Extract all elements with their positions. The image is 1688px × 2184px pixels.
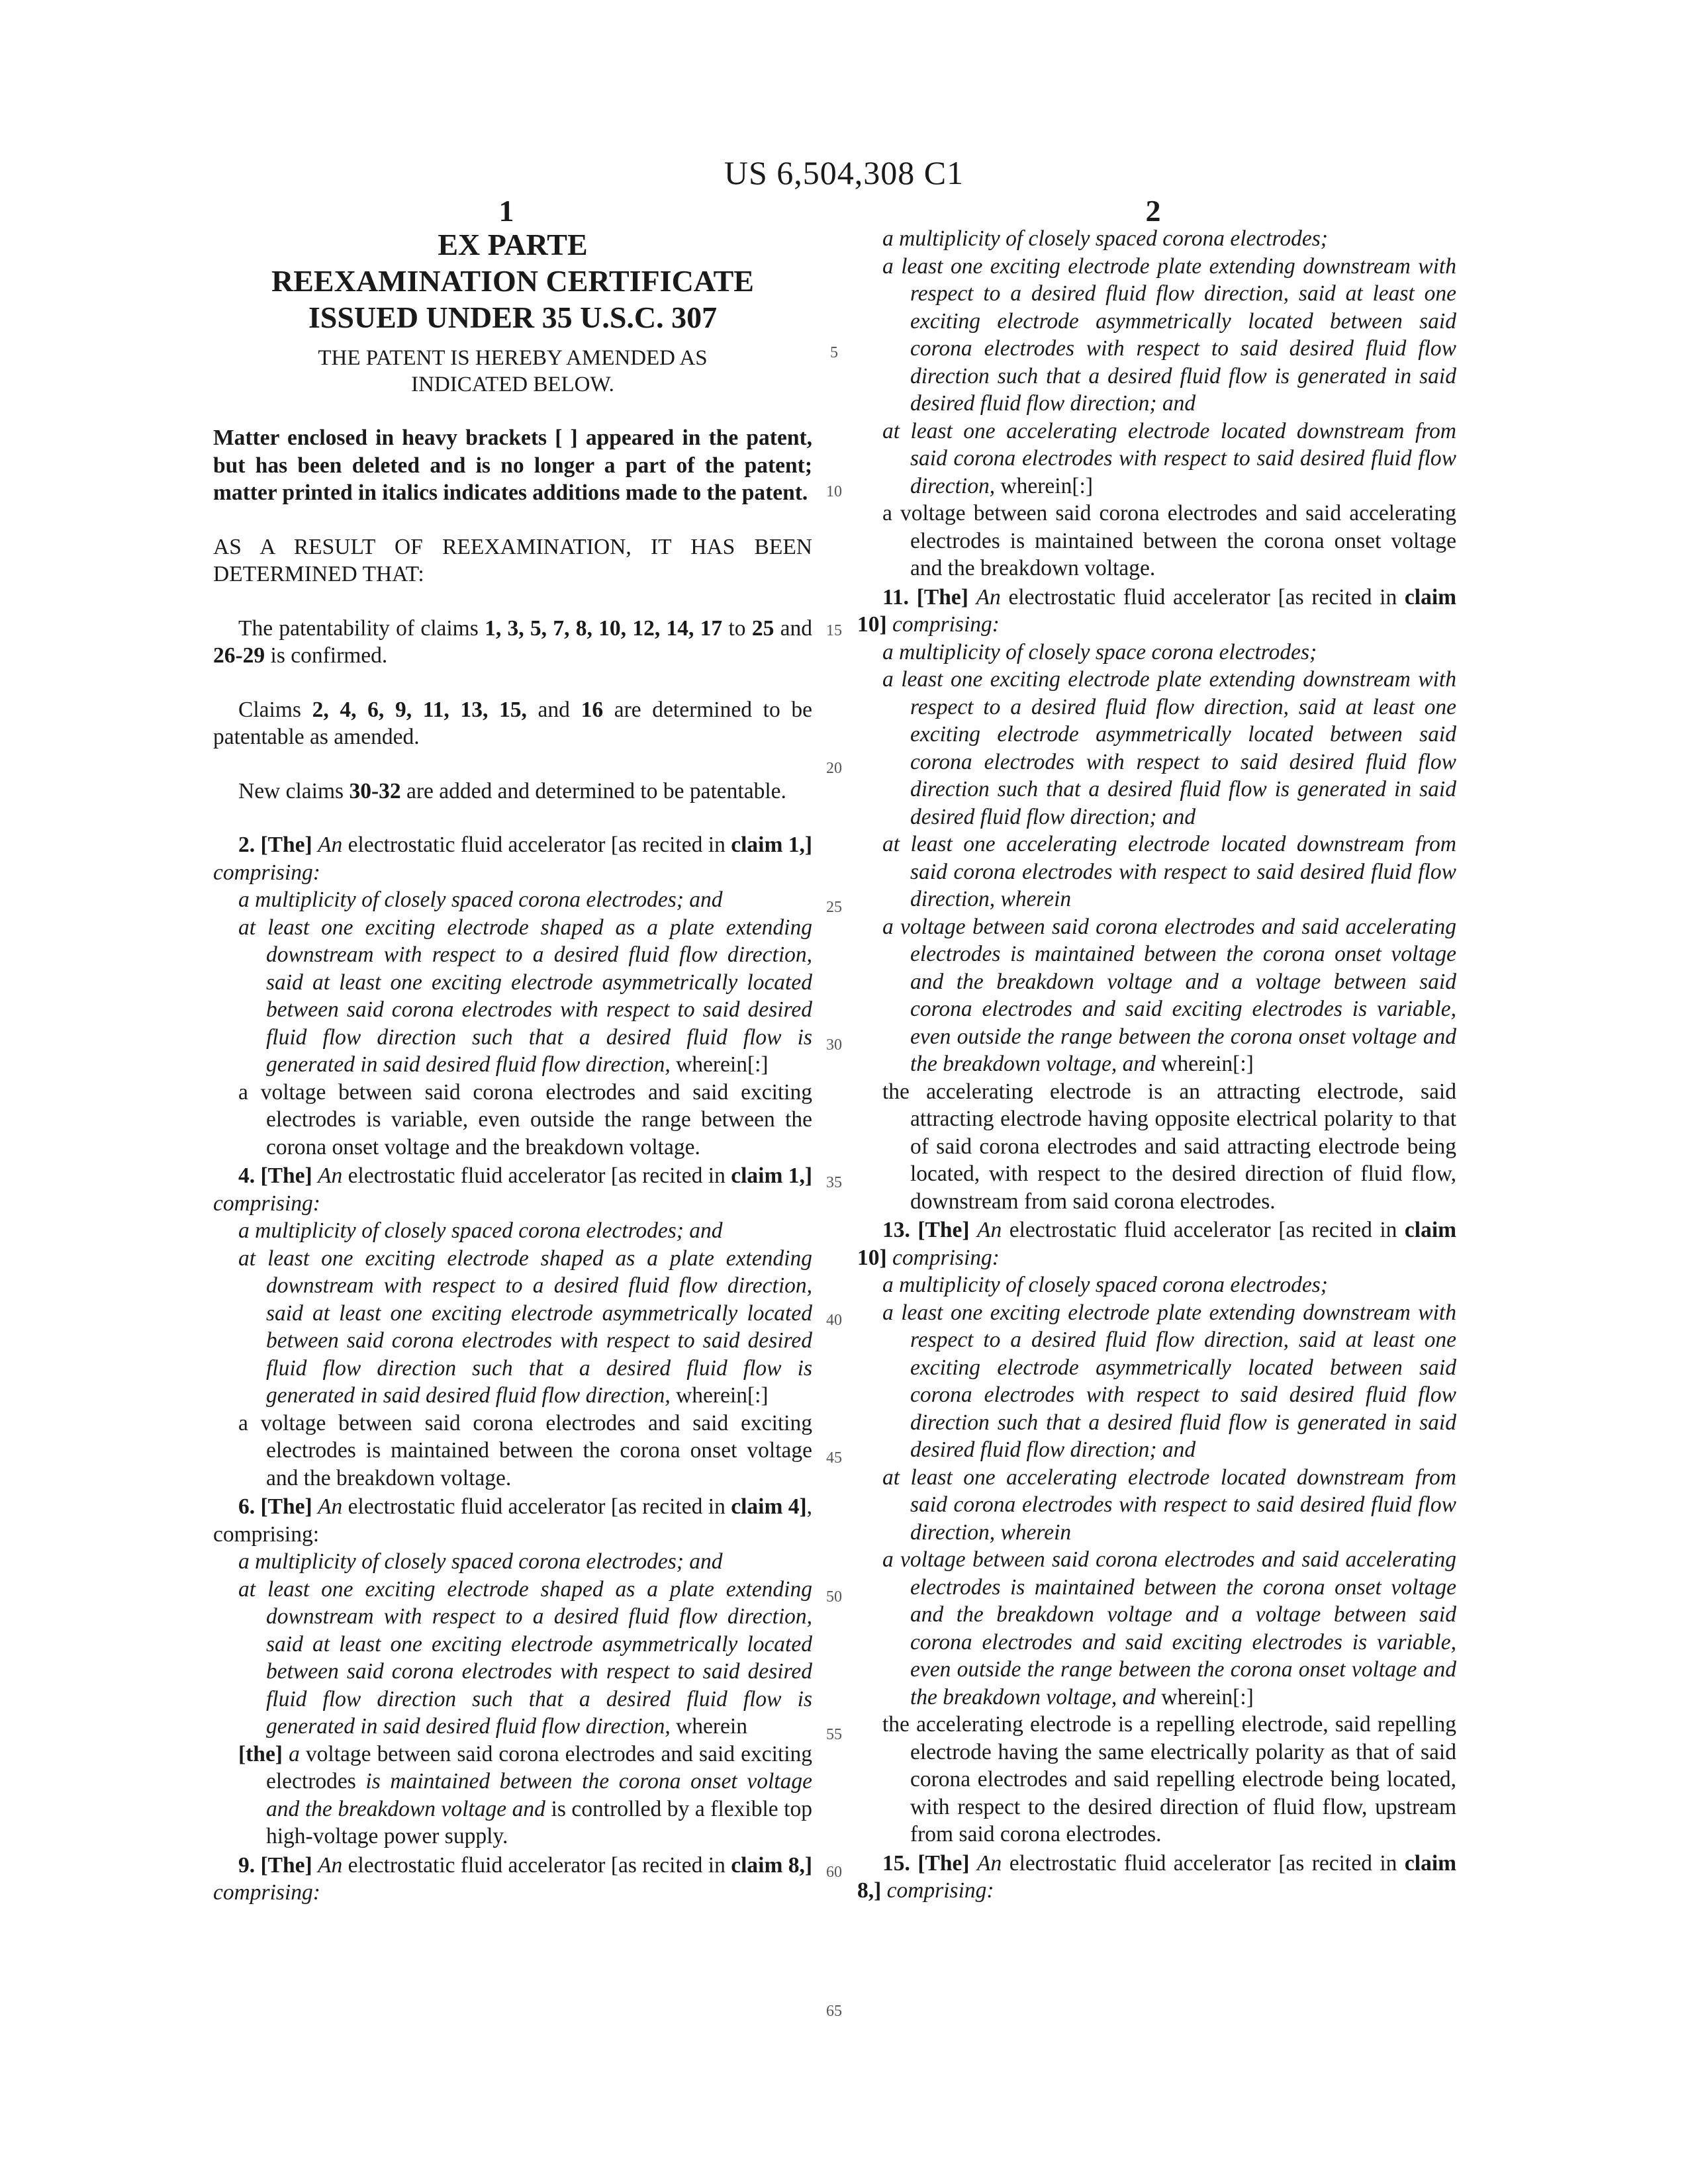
line-number: 65 [826, 2003, 842, 2020]
line-number: 10 [826, 483, 842, 500]
title-line: ISSUED UNDER 35 U.S.C. 307 [308, 300, 718, 334]
claim-element: [the] a voltage between said corona electrodes and said exciting electrodes is maintained between the corona onset voltage and the breakdown voltage and is controlled by a flexible top high-voltage power supply. [238, 1741, 813, 1848]
right-column [857, 225, 1456, 1905]
line-number: 25 [826, 899, 842, 916]
certificate-title [213, 226, 812, 336]
claim-element: the accelerating electrode is a repelling electrode, said repelling electrode having the same electrically polarity as that of said corona electrodes and said repelling electrode being located, with respect to the desired direction of fluid flow, upstream from said corona electrodes. [882, 1712, 1456, 1846]
line-number: 55 [826, 1726, 842, 1743]
column-number-right: 2 [1145, 194, 1161, 228]
claim-element: the accelerating electrode is an attracting electrode, said attracting electrode having opposite electrical polarity to that of said corona electrodes and said attracting electrode being located, with respect to the desired direction of fluid flow, downstream from said corona electrodes. [882, 1079, 1456, 1214]
claim-element: a multiplicity of closely spaced corona electrodes; [882, 226, 1328, 251]
claim-element: a least one exciting electrode plate extending downstream with respect to a desired fluid flow direction, said at least one exciting electrode asymmetrically located between said corona electrodes with respect to said desired fluid flow direction such that a desired fluid flow is generated in said desired fluid flow direction; and [882, 1300, 1456, 1462]
claim-element: a least one exciting electrode plate extending downstream with respect to a desired fluid flow direction, said at least one exciting electrode asymmetrically located between said corona electrodes with respect to said desired fluid flow direction such that a desired fluid flow is generated in said desired fluid flow direction; and [882, 253, 1456, 416]
line-number: 20 [826, 760, 842, 777]
line-number: 60 [826, 1864, 842, 1881]
claim-6: 6. [The] An electrostatic fluid accelerator [as recited in claim 4], comprising: [213, 1494, 813, 1547]
claim-element: a voltage between said corona electrodes and said exciting electrodes is variable, even outside the range between the corona onset voltage and the breakdown voltage. [238, 1079, 812, 1160]
claim-element: at least one accelerating electrode located downstream from said corona electrodes with respect to said desired fluid flow direction, wherein [882, 1465, 1456, 1545]
claim-element: a voltage between said corona electrodes and said accelerating electrodes is maintained between the corona onset voltage and the breakdown voltage and a voltage between said corona electrodes and said exciting electrodes is variable, even outside the range between the corona onset voltage and the breakdown voltage, and wherein[:] [882, 914, 1456, 1076]
new-claims: New claims 30-32 are added and determined to be patentable. [238, 778, 786, 803]
left-column [213, 225, 812, 1907]
line-number: 35 [826, 1174, 842, 1191]
line-number: 15 [826, 622, 842, 639]
claim-element: a voltage between said corona electrodes and said accelerating electrodes is maintained between the corona onset voltage and the breakdown voltage. [882, 501, 1456, 580]
claim-element: a multiplicity of closely space corona electrodes; [882, 639, 1317, 664]
line-number: 5 [830, 344, 838, 361]
claim-element: a multiplicity of closely spaced corona electrodes; and [238, 887, 723, 912]
claim-element: at least one accelerating electrode located downstream from said corona electrodes with respect to said desired fluid flow direction, wherein[:] [882, 418, 1456, 498]
bracket-note: Matter enclosed in heavy brackets [ ] appeared in the patent, but has been deleted and is no longer a part of the patent; matter printed in italics indicates additions made to the patent. [213, 426, 812, 505]
claim-2: 2. [The] An electrostatic fluid accelerator [as recited in claim 1,] comprising: [213, 833, 813, 885]
line-number: 45 [826, 1449, 842, 1467]
claim-15: 15. [The] An electrostatic fluid accelerator [as recited in claim 8,] comprising: [857, 1850, 1457, 1903]
amendment-note [213, 345, 812, 398]
line-number: 40 [826, 1312, 842, 1329]
claim-element: at least one exciting electrode shaped as a plate extending downstream with respect to a desired fluid flow direction, said at least one exciting electrode asymmetrically located between said corona electrodes with respect to said desired fluid flow direction such that a desired fluid flow is generated in said desired fluid flow direction, wherein[:] [238, 915, 812, 1077]
claim-element: at least one exciting electrode shaped as a plate extending downstream with respect to a desired fluid flow direction, said at least one exciting electrode asymmetrically located between said corona electrodes with respect to said desired fluid flow direction such that a desired fluid flow is generated in said desired fluid flow direction, wherein [238, 1576, 812, 1739]
claim-4: 4. [The] An electrostatic fluid accelerator [as recited in claim 1,] comprising: [213, 1163, 813, 1216]
confirmed-claims: The patentability of claims 1, 3, 5, 7, 8, 10, 12, 14, 17 to 25 and 26-29 is confirmed. [213, 615, 813, 668]
claim-element: a multiplicity of closely spaced corona electrodes; and [238, 1218, 723, 1243]
amend-note-line: INDICATED BELOW. [411, 373, 614, 396]
claim-element: at least one accelerating electrode located downstream from said corona electrodes with respect to said desired fluid flow direction, wherein [882, 832, 1456, 911]
line-number: 30 [826, 1036, 842, 1054]
amended-claims: Claims 2, 4, 6, 9, 11, 13, 15, and 16 are determined to be patentable as amended. [213, 697, 812, 749]
patent-number: US 6,504,308 C1 [724, 154, 964, 191]
column-number-left: 1 [498, 194, 514, 228]
claim-element: at least one exciting electrode shaped as a plate extending downstream with respect to a desired fluid flow direction, said at least one exciting electrode asymmetrically located between said corona electrodes with respect to said desired fluid flow direction such that a desired fluid flow is generated in said desired fluid flow direction, wherein[:] [238, 1246, 812, 1408]
line-number: 50 [826, 1588, 842, 1606]
claim-element: a voltage between said corona electrodes and said exciting electrodes is maintained between the corona onset voltage and the breakdown voltage. [238, 1410, 812, 1490]
claim-element: a least one exciting electrode plate extending downstream with respect to a desired fluid flow direction, said at least one exciting electrode asymmetrically located between said corona electrodes with respect to said desired fluid flow direction such that a desired fluid flow is generated in said desired fluid flow direction; and [882, 667, 1456, 829]
title-line: REEXAMINATION CERTIFICATE [271, 264, 754, 298]
claim-element: a voltage between said corona electrodes and said accelerating electrodes is maintained between the corona onset voltage and the breakdown voltage and a voltage between said corona electrodes and said exciting electrodes is variable, even outside the range between the corona onset voltage and the breakdown voltage, and wherein[:] [882, 1547, 1456, 1709]
claim-element: a multiplicity of closely spaced corona electrodes; [882, 1273, 1328, 1297]
claim-13: 13. [The] An electrostatic fluid accelerator [as recited in claim 10] comprising: [857, 1218, 1457, 1270]
claim-element: a multiplicity of closely spaced corona electrodes; and [238, 1549, 723, 1574]
claim-9: 9. [The] An electrostatic fluid accelerator [as recited in claim 8,] comprising: [213, 1852, 813, 1905]
amend-note-line: THE PATENT IS HEREBY AMENDED AS [318, 346, 708, 370]
title-line: EX PARTE [438, 228, 588, 261]
result-heading: AS A RESULT OF REEXAMINATION, IT HAS BEEN DETERMINED THAT: [213, 534, 812, 586]
claim-11: 11. [The] An electrostatic fluid accelerator [as recited in claim 10] comprising: [857, 584, 1457, 637]
